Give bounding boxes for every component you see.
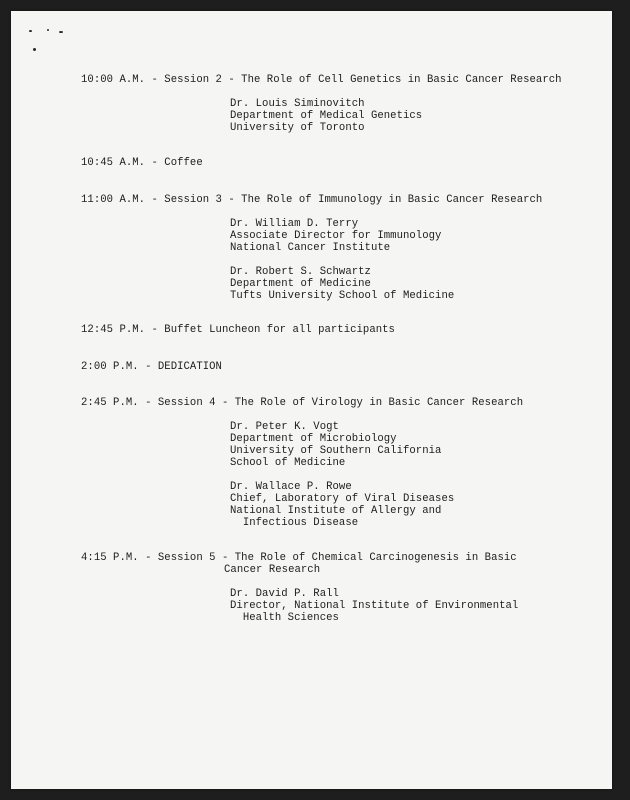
- speaker-name: Dr. Wallace P. Rowe: [230, 481, 352, 493]
- session-5-heading-continued: Cancer Research: [224, 564, 321, 576]
- speaker-affiliation: Health Sciences: [230, 612, 339, 624]
- document-page: [11, 11, 612, 789]
- speck-mark: [29, 30, 32, 32]
- speaker-affiliation: Director, National Institute of Environmental: [230, 600, 519, 612]
- speaker-affiliation: University of Southern California: [230, 445, 442, 457]
- speaker-name: Dr. Robert S. Schwartz: [230, 266, 371, 278]
- speaker-name: Dr. Louis Siminovitch: [230, 98, 365, 110]
- session-4-heading: 2:45 P.M. - Session 4 - The Role of Virology in Basic Cancer Research: [81, 397, 524, 409]
- speaker-affiliation: National Cancer Institute: [230, 242, 391, 254]
- speaker-affiliation: School of Medicine: [230, 457, 346, 469]
- luncheon-heading: 12:45 P.M. - Buffet Luncheon for all participants: [81, 324, 395, 336]
- speaker-name: Dr. William D. Terry: [230, 218, 359, 230]
- speaker-affiliation: Department of Medical Genetics: [230, 110, 423, 122]
- speck-mark: [47, 29, 49, 31]
- speaker-affiliation: University of Toronto: [230, 122, 365, 134]
- speaker-name: Dr. Peter K. Vogt: [230, 421, 339, 433]
- speaker-affiliation: National Institute of Allergy and: [230, 505, 442, 517]
- session-3-heading: 11:00 A.M. - Session 3 - The Role of Immunology in Basic Cancer Research: [81, 194, 543, 206]
- speaker-affiliation: Department of Microbiology: [230, 433, 397, 445]
- session-5-heading: 4:15 P.M. - Session 5 - The Role of Chemical Carcinogenesis in Basic: [81, 552, 517, 564]
- speaker-affiliation: Associate Director for Immunology: [230, 230, 442, 242]
- speaker-affiliation: Tufts University School of Medicine: [230, 290, 455, 302]
- speck-mark: [59, 31, 63, 33]
- speaker-affiliation: Department of Medicine: [230, 278, 371, 290]
- session-2-heading: 10:00 A.M. - Session 2 - The Role of Cell Genetics in Basic Cancer Research: [81, 74, 562, 86]
- speaker-affiliation: Chief, Laboratory of Viral Diseases: [230, 493, 455, 505]
- speaker-name: Dr. David P. Rall: [230, 588, 339, 600]
- dedication-heading: 2:00 P.M. - DEDICATION: [81, 361, 222, 373]
- coffee-heading: 10:45 A.M. - Coffee: [81, 157, 203, 169]
- speaker-affiliation: Infectious Disease: [230, 517, 359, 529]
- speck-mark: [33, 48, 36, 51]
